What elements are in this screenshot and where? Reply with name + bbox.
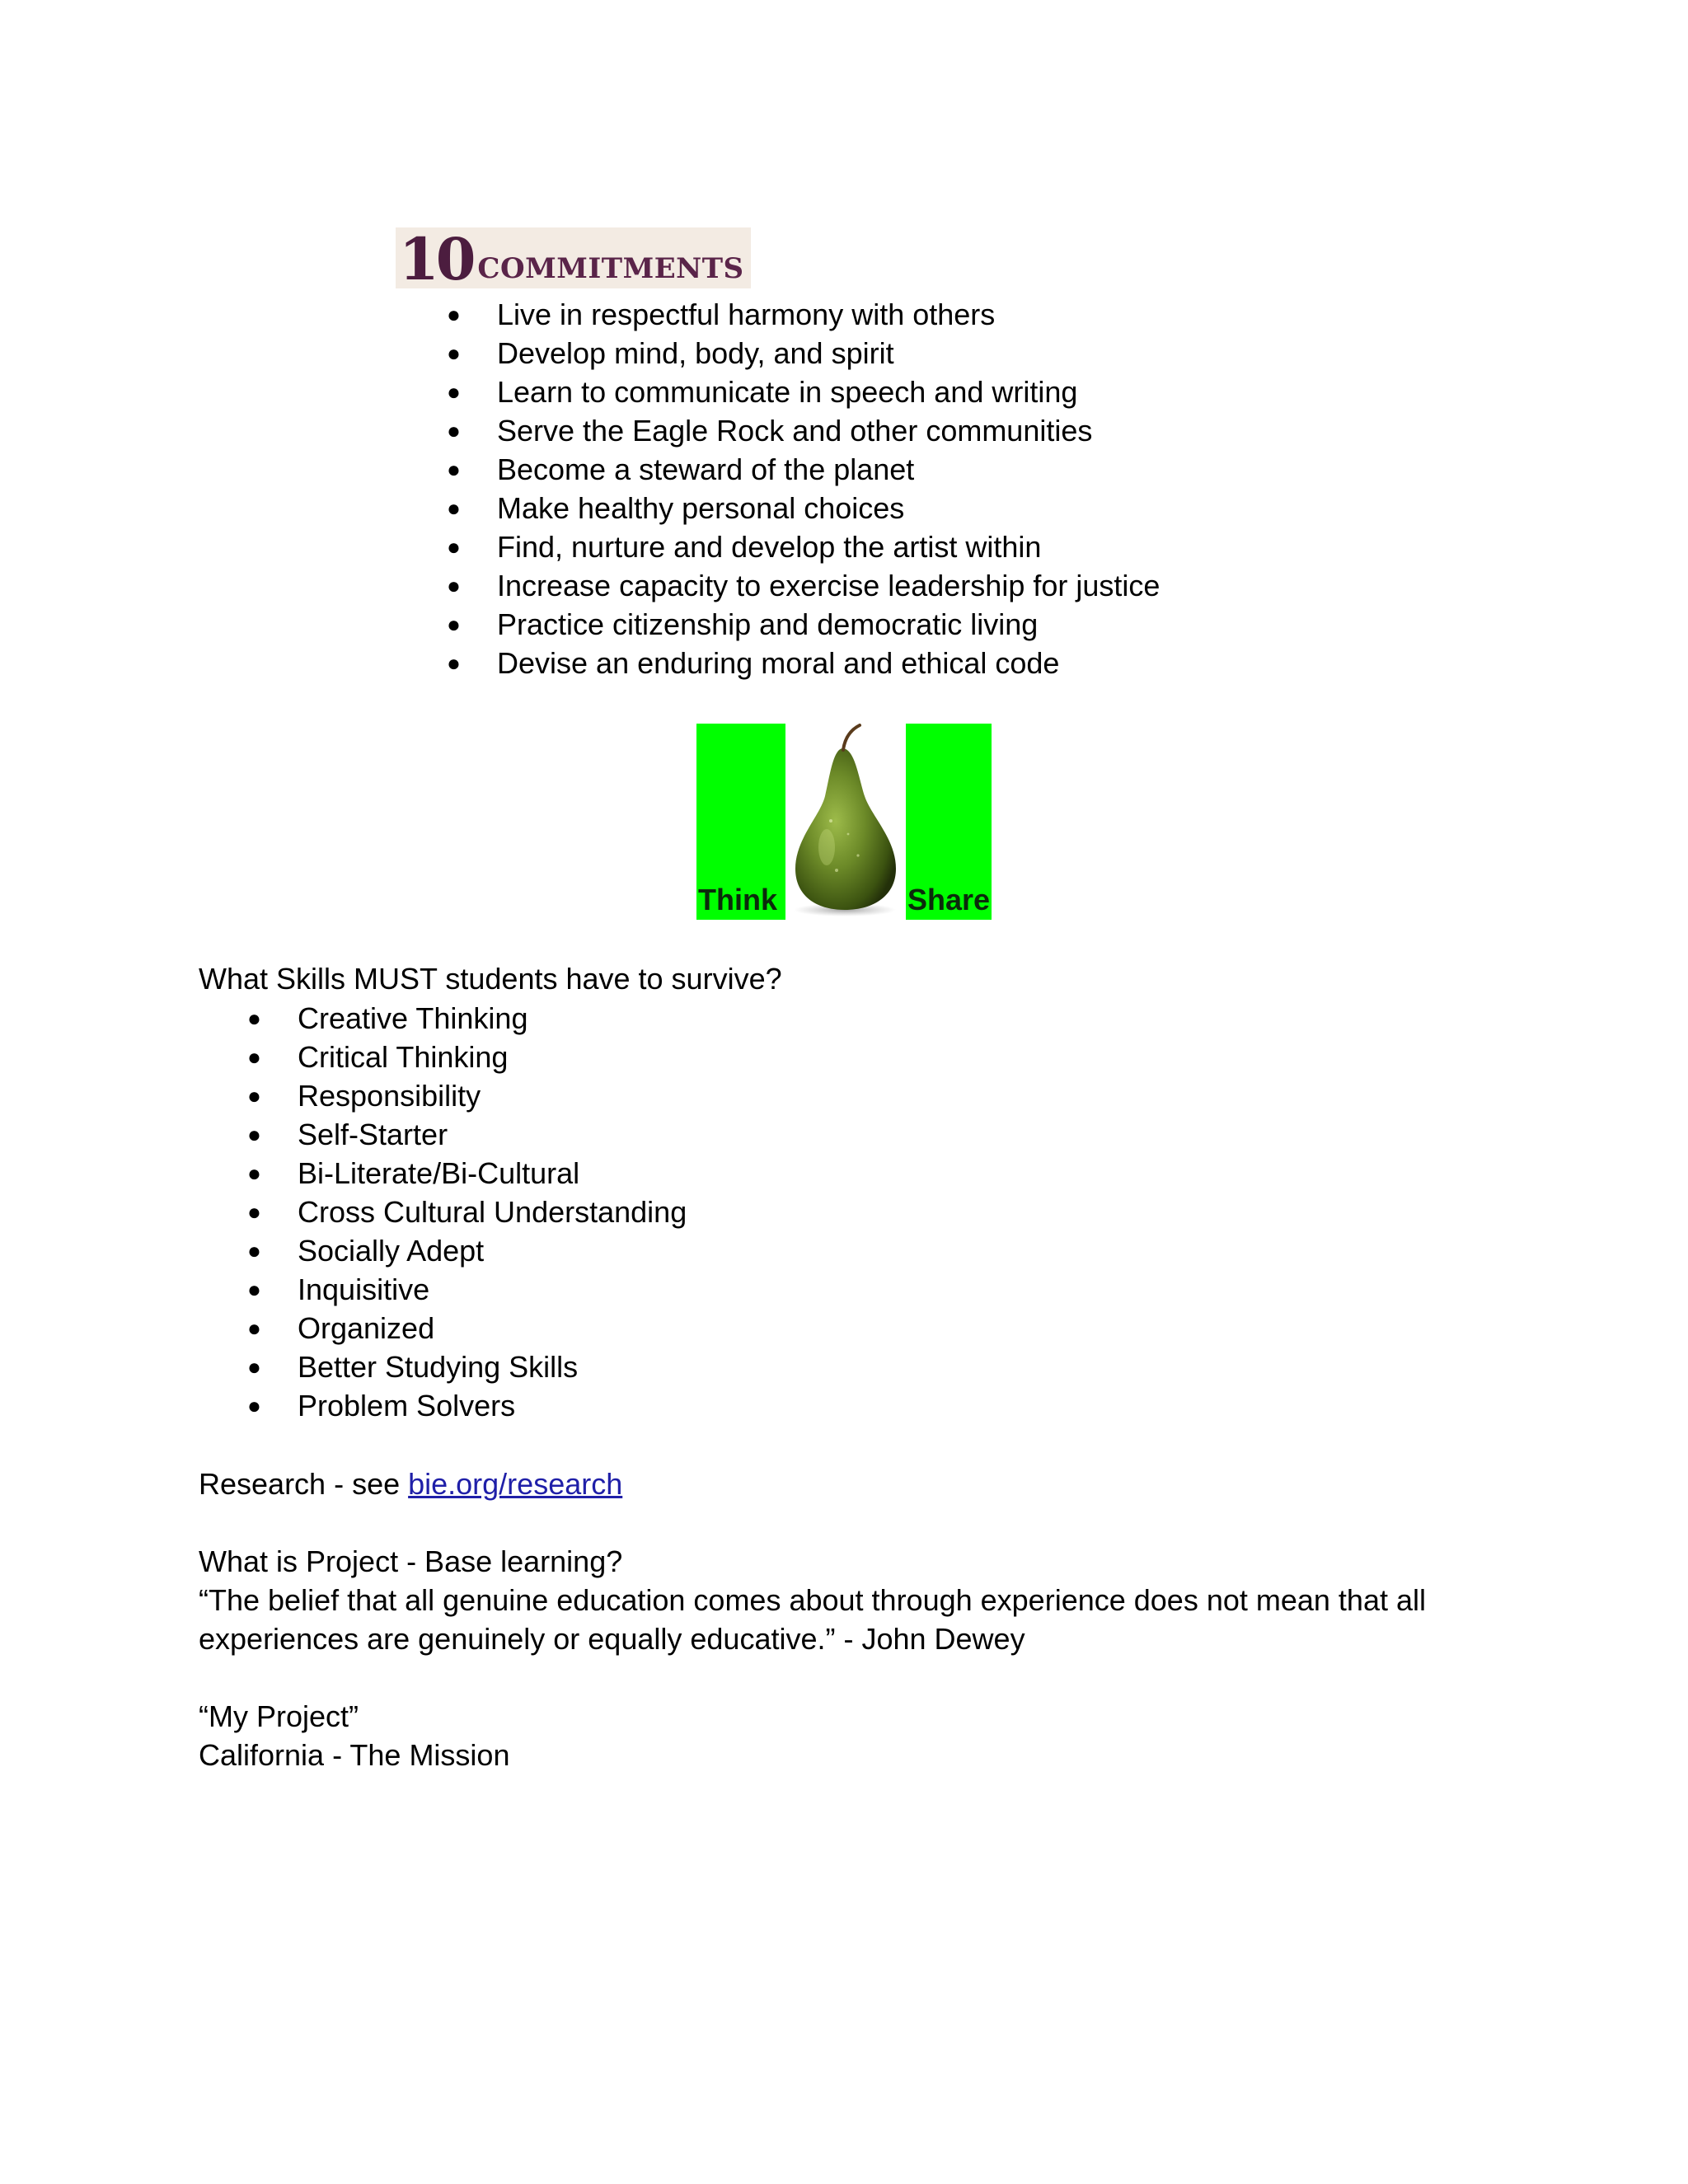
bullet-icon: ● — [247, 1199, 261, 1225]
bullet-icon: ● — [447, 573, 461, 598]
bullet-icon: ● — [247, 1005, 261, 1031]
bullet-icon: ● — [247, 1277, 261, 1302]
bullet-icon: ● — [247, 1238, 261, 1263]
pear-icon — [785, 724, 906, 920]
think-box — [696, 724, 785, 920]
bullet-icon: ● — [447, 650, 461, 676]
research-link[interactable]: bie.org/research — [408, 1467, 623, 1501]
think-pair-share-graphic — [696, 724, 992, 920]
bullet-icon: ● — [247, 1160, 261, 1186]
dewey-quote-line-2: experiences are genuinely or equally educative.” - John Dewey — [199, 1622, 1025, 1656]
skills-question: What Skills MUST students have to survive? — [199, 962, 782, 996]
bullet-icon: ● — [247, 1354, 261, 1380]
bullet-icon: ● — [447, 612, 461, 637]
research-line — [199, 1465, 622, 1503]
logo-number: 10 — [399, 225, 473, 293]
logo-word: COMMITMENTS — [477, 252, 744, 285]
bullet-icon: ● — [447, 340, 461, 366]
bullet-icon: ● — [447, 418, 461, 443]
bullet-icon: ● — [447, 457, 461, 482]
bullet-icon: ● — [447, 379, 461, 405]
pbl-question: What is Project - Base learning? — [199, 1544, 623, 1578]
bullet-icon: ● — [247, 1044, 261, 1070]
ten-commitments-logo — [396, 225, 751, 293]
bullet-icon: ● — [447, 302, 461, 327]
bullet-icon: ● — [247, 1315, 261, 1341]
project-title: “My Project” — [199, 1699, 359, 1733]
think-label: Think — [698, 883, 777, 916]
dewey-quote-line-1: “The belief that all genuine education comes about through experience does not mean that all — [199, 1583, 1426, 1617]
share-box — [906, 724, 992, 920]
project-subtitle: California - The Mission — [199, 1738, 510, 1772]
bullet-icon: ● — [247, 1393, 261, 1418]
bullet-icon: ● — [247, 1083, 261, 1108]
bullet-icon: ● — [447, 495, 461, 521]
bullet-icon: ● — [447, 534, 461, 560]
bullet-icon: ● — [247, 1122, 261, 1147]
share-label: Share — [907, 883, 991, 916]
research-prefix: Research - see — [199, 1467, 409, 1501]
